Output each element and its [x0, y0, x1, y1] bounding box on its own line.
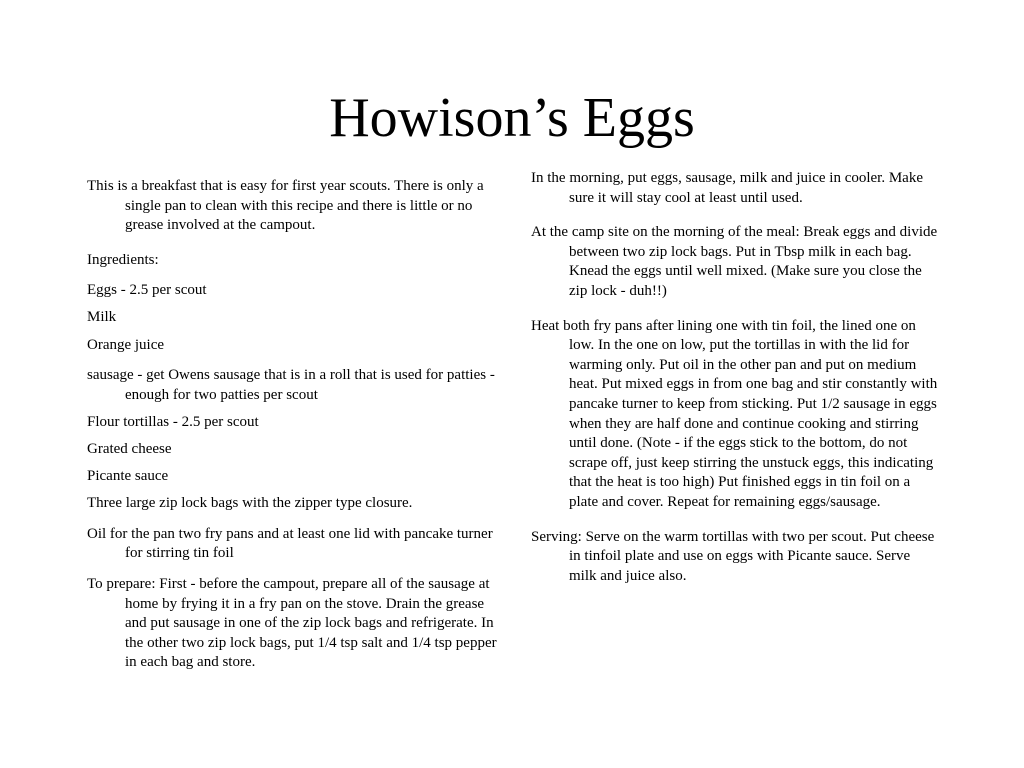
- ingredient-item: Milk: [87, 309, 117, 326]
- right-column: [531, 169, 941, 586]
- prepare-paragraph: To prepare: First - before the campout, prepare all of the sausage at home by frying it in a fry pan on the stove. Drain the grease and put sausage in one of the zip lock bags and refrigerate. In the other two zip lock bags, put 1/4 tsp salt and 1/4 tsp pepper in each bag and store.: [87, 575, 497, 671]
- ingredient-item: Oil for the pan two fry pans and at least one lid with pancake turner for stirring tin foil: [87, 525, 493, 562]
- serving-paragraph: Serving: Serve on the warm tortillas with two per scout. Put cheese in tinfoil plate and use on eggs with Picante sauce. Serve milk and juice also.: [531, 528, 935, 584]
- morning-paragraph: In the morning, put eggs, sausage, milk and juice in cooler. Make sure it will stay cool at least until used.: [531, 170, 923, 206]
- ingredient-item: sausage - get Owens sausage that is in a roll that is used for patties - enough for two patties per scout: [87, 367, 495, 403]
- ingredient-item: Eggs - 2.5 per scout: [87, 282, 207, 299]
- ingredient-item: Flour tortillas - 2.5 per scout: [87, 413, 259, 430]
- ingredient-item: Three large zip lock bags with the zipper type closure.: [87, 495, 413, 512]
- ingredient-item: Picante sauce: [87, 468, 169, 485]
- camp-site-paragraph: At the camp site on the morning of the meal: Break eggs and divide between two zip lock bags. Put in Tbsp milk in each bag. Knead the eggs until well mixed. (Make sure you close the zip lock - duh!!): [531, 224, 938, 299]
- ingredient-item: Orange juice: [87, 336, 165, 353]
- left-column: [87, 177, 497, 673]
- ingredients-heading: Ingredients:: [87, 251, 159, 268]
- heat-paragraph: Heat both fry pans after lining one with tin foil, the lined one on low. In the one on low, put the tortillas in with the lid for warming only. Put oil in the other pan and put on medium heat. Put mixed eggs in from one bag and stir constantly with pancake turner to keep from sticking. Put 1/2 sausage in eggs when they are half done and continue cooking and stirring until done. (Note - if the eggs stick to the bottom, do not scrape off, just keep stirring the unstuck eggs, this indicating that the heat is too high) Put finished eggs in tin foil on a plate and cover. Repeat for remaining eggs/sausage.: [531, 317, 938, 510]
- intro-paragraph: This is a breakfast that is easy for first year scouts. There is only a single pan to clean with this recipe and there is little or no grease involved at the campout.: [87, 178, 484, 234]
- slide-title: Howison’s Eggs: [329, 87, 695, 149]
- ingredient-item: Grated cheese: [87, 440, 172, 457]
